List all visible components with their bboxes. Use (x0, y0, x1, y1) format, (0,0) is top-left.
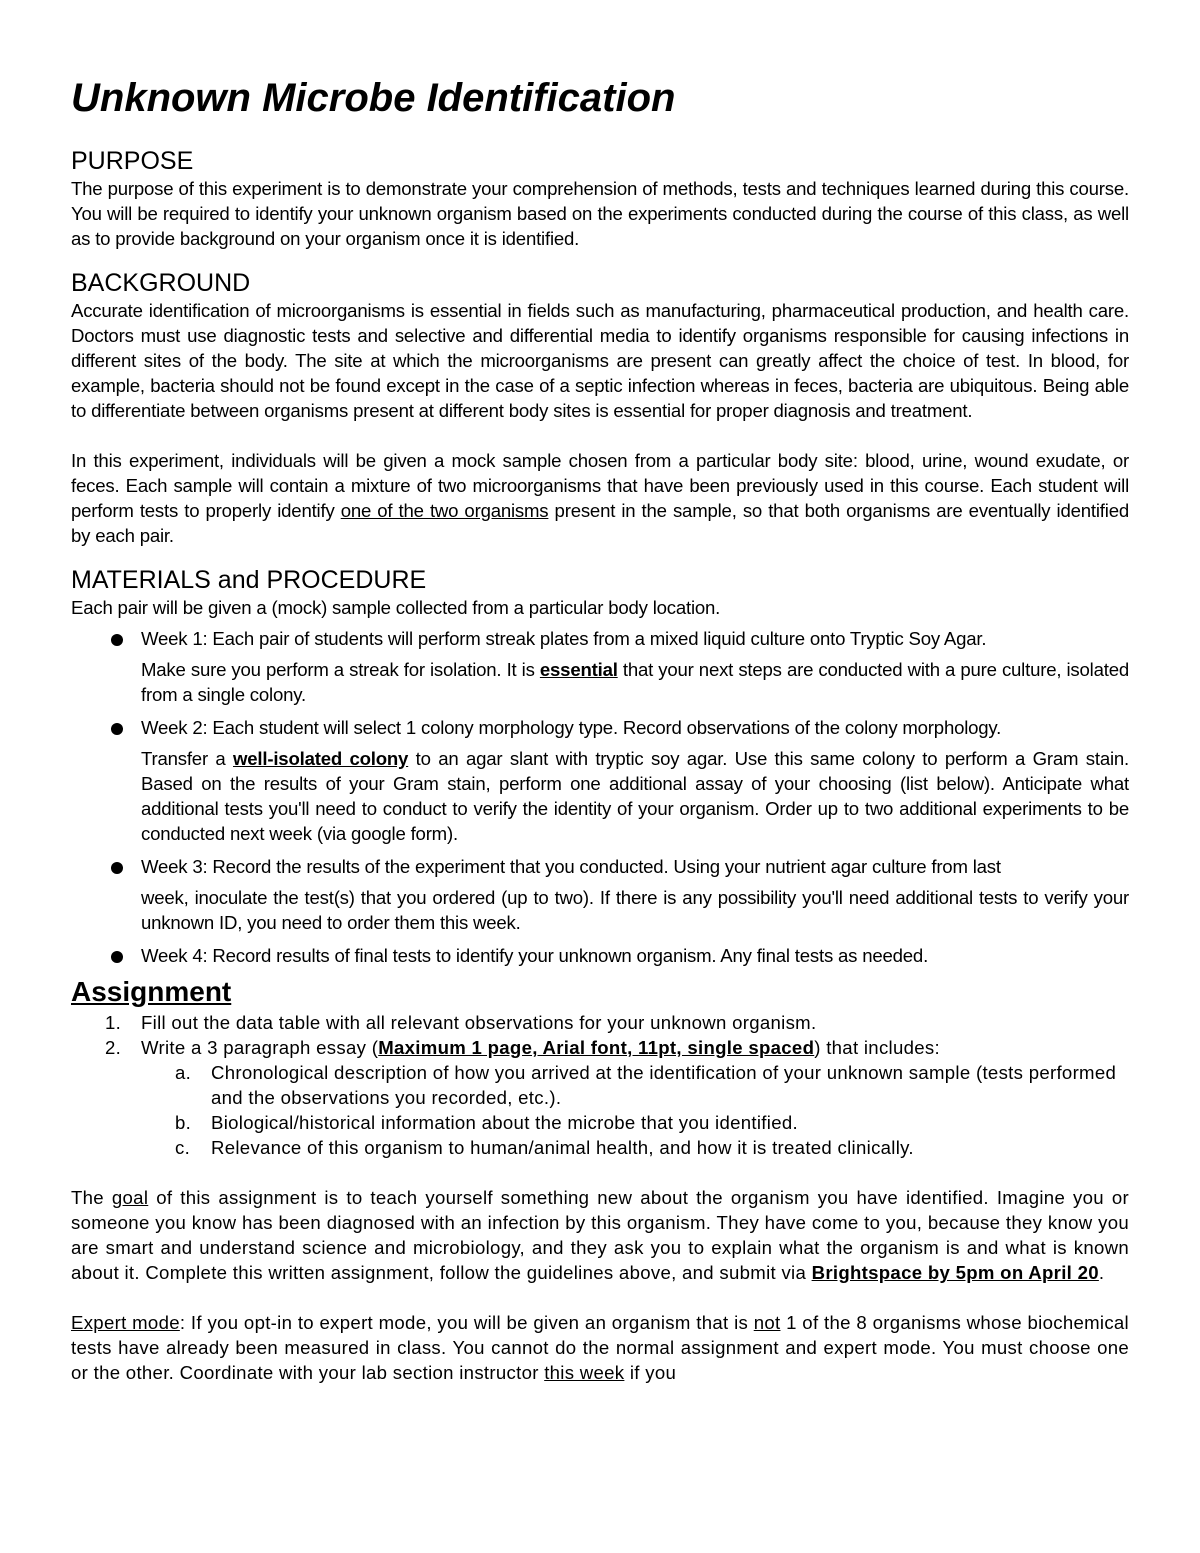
procedure-week-4 (71, 943, 1129, 968)
materials-heading: MATERIALS and PROCEDURE (71, 566, 427, 594)
bullet-icon (111, 951, 123, 963)
week-2-text-c: to an agar slant with tryptic soy agar. Use this same colony to perform a Gram stain. Based on the results of your Gram stain, perform one additional assay of your choosing (list below). Anticipate what additional tests you'll need to conduct to verify the identity of your organism. Order up to two additional experiments to be conducted next week (via google form). (141, 748, 1129, 844)
week-3-rest: week, inoculate the test(s) that you ordered (up to two). If there is any possibility you'll need additional tests to verify your unknown ID, you need to order them this week. (141, 887, 1129, 933)
goal-deadline: Brightspace by 5pm on April 20 (811, 1262, 1099, 1283)
purpose-heading: PURPOSE (71, 147, 194, 175)
document-page (71, 72, 1129, 1385)
assignment-item-1 (71, 1010, 1129, 1035)
assignment-sublist (141, 1060, 1129, 1160)
goal-text-c: . (1098, 1262, 1105, 1283)
expert-mode-paragraph (71, 1310, 1129, 1385)
procedure-list (71, 626, 1129, 968)
document-title: Unknown Microbe Identification (71, 76, 676, 120)
assignment-subitem-b-text: Biological/historical information about the microbe that you identified. (211, 1112, 798, 1133)
list-marker: 1. (105, 1012, 122, 1033)
expert-mode-label: Expert mode (71, 1312, 180, 1333)
week-1-emphasis: essential (539, 659, 618, 680)
week-2-emphasis: well-isolated colony (233, 748, 409, 769)
background-p2-underlined: one of the two organisms (340, 500, 549, 521)
week-2-first-line: Week 2: Each student will select 1 colony morphology type. Record observations of the colony morphology. (141, 717, 1002, 738)
background-paragraph-2 (71, 448, 1129, 548)
week-3-first-line: Week 3: Record the results of the experiment that you conducted. Using your nutrient agar culture from last (141, 856, 1001, 877)
week-1-text-c: that your next steps are conducted with a pure culture, isolated from a single colony. (141, 659, 1129, 705)
bullet-icon (111, 862, 123, 874)
goal-underlined: goal (111, 1187, 149, 1208)
assignment-item-2-emphasis: Maximum 1 page, Arial font, 11pt, single spaced (378, 1037, 815, 1058)
expert-this-week-underlined: this week (544, 1362, 625, 1383)
assignment-subitem-c (141, 1135, 1129, 1160)
list-marker: a. (175, 1062, 192, 1083)
assignment-list (71, 1010, 1129, 1060)
procedure-week-3 (71, 854, 1129, 935)
week-4-text: Week 4: Record results of final tests to identify your unknown organism. Any final tests as needed. (141, 945, 929, 966)
procedure-week-1 (71, 626, 1129, 707)
assignment-subitem-c-text: Relevance of this organism to human/animal health, and how it is treated clinically. (211, 1137, 914, 1158)
expert-text-c: if you (624, 1362, 677, 1383)
assignment-item-2 (71, 1035, 1129, 1060)
assignment-subitem-b (141, 1110, 1129, 1135)
assignment-heading: Assignment (71, 976, 232, 1007)
week-1-first-line: Week 1: Each pair of students will perform streak plates from a mixed liquid culture onto Tryptic Soy Agar. (141, 628, 987, 649)
goal-text-b: of this assignment is to teach yourself something new about the organism you have identified. Imagine you or someone you know has been diagnosed with an infection by this organism. They have come to you, because they know you are smart and understand science and microbiology, and they ask you to explain what the organism is and what is known about it. Complete this written assignment, follow the guidelines above, and submit via (71, 1187, 1129, 1283)
purpose-paragraph: The purpose of this experiment is to demonstrate your comprehension of methods, tests and techniques learned during this course. You will be required to identify your unknown organism based on the experiments conducted during the course of this class, as well as to provide background on your organism once it is identified. (71, 178, 1129, 249)
week-2-text-a: Transfer a (141, 748, 234, 769)
list-marker: c. (175, 1137, 191, 1158)
goal-paragraph (71, 1185, 1129, 1285)
materials-intro: Each pair will be given a (mock) sample collected from a particular body location. (71, 597, 721, 618)
bullet-icon (111, 723, 123, 735)
procedure-week-2 (71, 715, 1129, 846)
assignment-subitem-a-text: Chronological description of how you arrived at the identification of your unknown sample (tests performed and the observations you recorded, etc.). (211, 1062, 1117, 1108)
background-p2-text-a: In this experiment, individuals will be given a mock sample chosen from a particular body site: blood, urine, wound exudate, or feces. Each sample will contain a mixture of two microorganisms that have been previously used in this course. Each student will perform tests to properly identify (71, 450, 1129, 521)
assignment-subitem-a (141, 1060, 1129, 1110)
bullet-icon (111, 634, 123, 646)
background-heading: BACKGROUND (71, 269, 251, 297)
assignment-item-2-text-c: ) that includes: (814, 1037, 940, 1058)
background-paragraph-1: Accurate identification of microorganisms is essential in fields such as manufacturing, pharmaceutical production, and health care. Doctors must use diagnostic tests and selective and differential media to identify organisms responsible for causing infections in different sites of the body. The site at which the microorganisms are present can greatly affect the choice of test. In blood, for example, bacteria should not be found except in the case of a septic infection whereas in feces, bacteria are ubiquitous. Being able to differentiate between organisms present at different body sites is essential for proper diagnosis and treatment. (71, 300, 1129, 421)
expert-not-underlined: not (753, 1312, 781, 1333)
background-p2-text-b: present in the sample, so that both organisms are eventually identified by each pair. (71, 500, 1129, 546)
assignment-item-1-text: Fill out the data table with all relevant observations for your unknown organism. (141, 1012, 817, 1033)
week-1-text-a: Make sure you perform a streak for isolation. It is (141, 659, 540, 680)
goal-text-a: The (71, 1187, 112, 1208)
list-marker: b. (175, 1112, 192, 1133)
expert-text-a: : If you opt-in to expert mode, you will be given an organism that is (179, 1312, 754, 1333)
expert-text-b: 1 of the 8 organisms whose biochemical tests have already been measured in class. You cannot do the normal assignment and expert mode. You must choose one or the other. Coordinate with your lab section instructor (71, 1312, 1129, 1383)
assignment-item-2-text-a: Write a 3 paragraph essay ( (141, 1037, 379, 1058)
list-marker: 2. (105, 1037, 122, 1058)
